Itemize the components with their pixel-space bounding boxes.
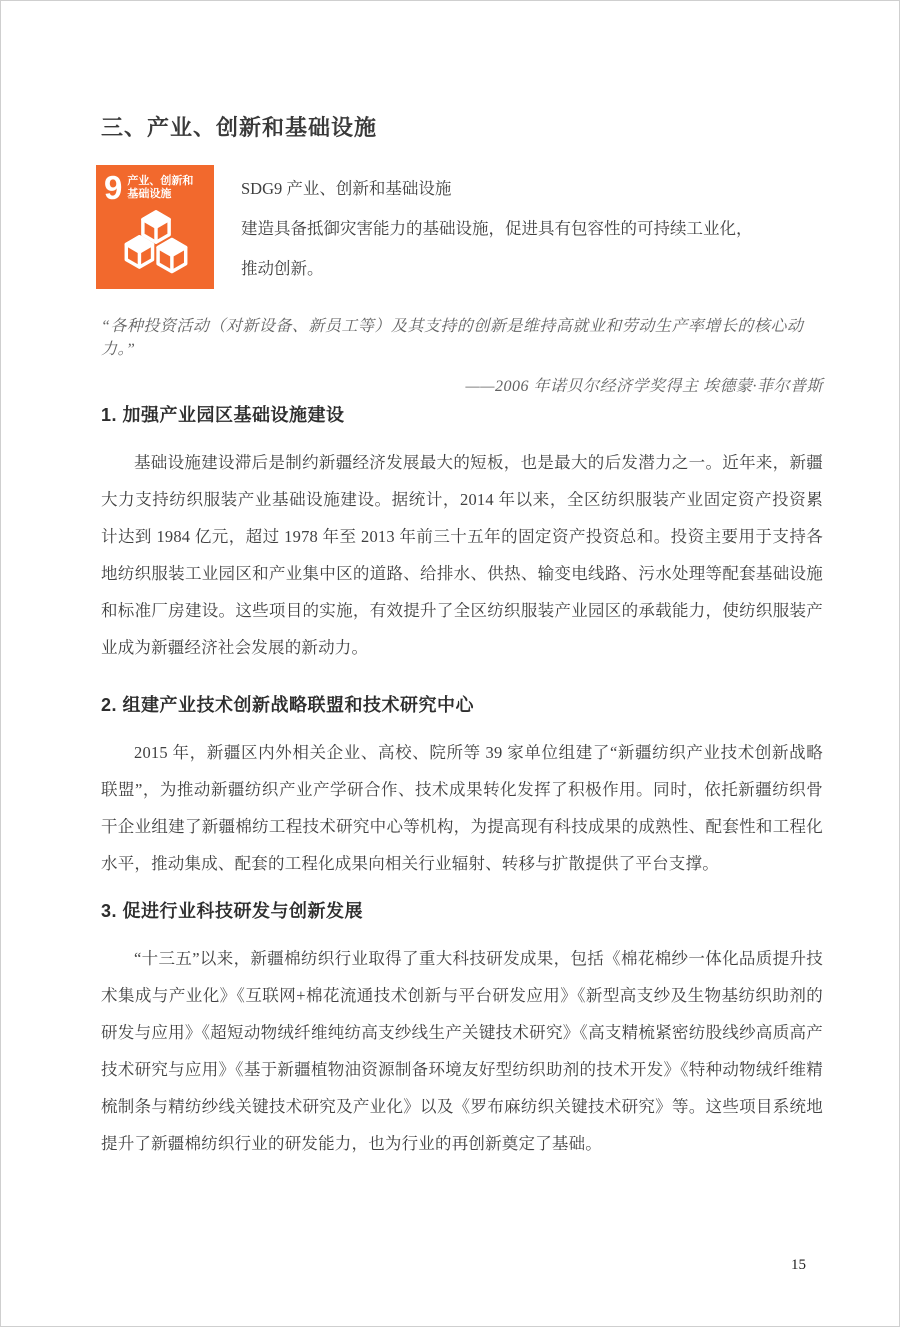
section-industrial-park-infrastructure — [101, 401, 823, 666]
section-rd-innovation — [101, 897, 823, 1162]
quote-attribution: ——2006 年诺贝尔经济学奖得主 埃德蒙·菲尔普斯 — [465, 378, 823, 395]
sdg9-badge — [96, 165, 214, 289]
sdg9-label — [127, 175, 193, 201]
section-3-heading: 3. 促进行业科技研发与创新发展 — [101, 901, 364, 921]
sdg9-block — [96, 165, 753, 289]
section-innovation-alliance — [101, 691, 823, 882]
sdg9-label-line2: 基础设施 — [127, 188, 172, 200]
sdg9-description-line1: 建造具备抵御灾害能力的基础设施，促进具有包容性的可持续工业化， — [241, 219, 753, 238]
section-3-body: “十三五”以来，新疆棉纺织行业取得了重大科技研发成果，包括《棉花棉纱一体化品质提升技术集成与产业化》《互联网+棉花流通技术创新与平台研发应用》《新型高支纱及生物基纺织助剂的研发与应用》《超短动物绒纤维纯纺高支纱线生产关键技术研究》《高支精梳紧密纺股线纱高质高产技术研究与应用》《基于新疆植物油资源制备环境友好型纺织助剂的技术开发》《特种动物绒纤维精梳制条与精纺纱线关键技术研究及产业化》以及《罗布麻纺织关键技术研究》等。这些项目系统地提升了新疆棉纺织行业的研发能力，也为行业的再创新奠定了基础。 — [101, 949, 823, 1153]
sdg9-description-heading: SDG9 产业、创新和基础设施 — [241, 179, 452, 198]
page-number: 15 — [791, 1257, 806, 1273]
quote-block — [101, 313, 823, 396]
section-1-heading: 1. 加强产业园区基础设施建设 — [101, 405, 345, 425]
quote-text: “各种投资活动（对新设备、新员工等）及其支持的创新是维持高就业和劳动生产率增长的核心动力。” — [101, 318, 804, 358]
sdg9-badge-header — [104, 169, 208, 206]
sdg9-description — [241, 165, 753, 289]
sdg9-number: 9 — [104, 169, 123, 206]
section-2-body: 2015 年，新疆区内外相关企业、高校、院所等 39 家单位组建了“新疆纺织产业技术创新战略联盟”，为推动新疆纺织产业产学研合作、技术成果转化发挥了积极作用。同时，依托新疆纺织骨干企业组建了新疆棉纺工程技术研究中心等机构，为提高现有科技成果的成熟性、配套性和工程化水平，推动集成、配套的工程化成果向相关行业辐射、转移与扩散提供了平台支撑。 — [101, 743, 823, 873]
cubes-icon — [104, 203, 208, 283]
sdg9-label-line1: 产业、创新和 — [127, 175, 194, 187]
sdg9-description-line2: 推动创新。 — [241, 259, 324, 278]
section-2-heading: 2. 组建产业技术创新战略联盟和技术研究中心 — [101, 695, 475, 715]
section-1-body: 基础设施建设滞后是制约新疆经济发展最大的短板，也是最大的后发潜力之一。近年来，新疆大力支持纺织服装产业基础设施建设。据统计，2014 年以来，全区纺织服装产业固定资产投资累计达到 1984 亿元，超过 1978 年至 2013 年前三十五年的固定资产投资总和。投资主要用于支持各地纺织服装工业园区和产业集中区的道路、给排水、供热、输变电线路、污水处理等配套基础设施和标准厂房建设。这些项目的实施，有效提升了全区纺织服装产业园区的承载能力，使纺织服装产业成为新疆经济社会发展的新动力。 — [101, 453, 823, 657]
page-title: 三、产业、创新和基础设施 — [101, 115, 378, 140]
